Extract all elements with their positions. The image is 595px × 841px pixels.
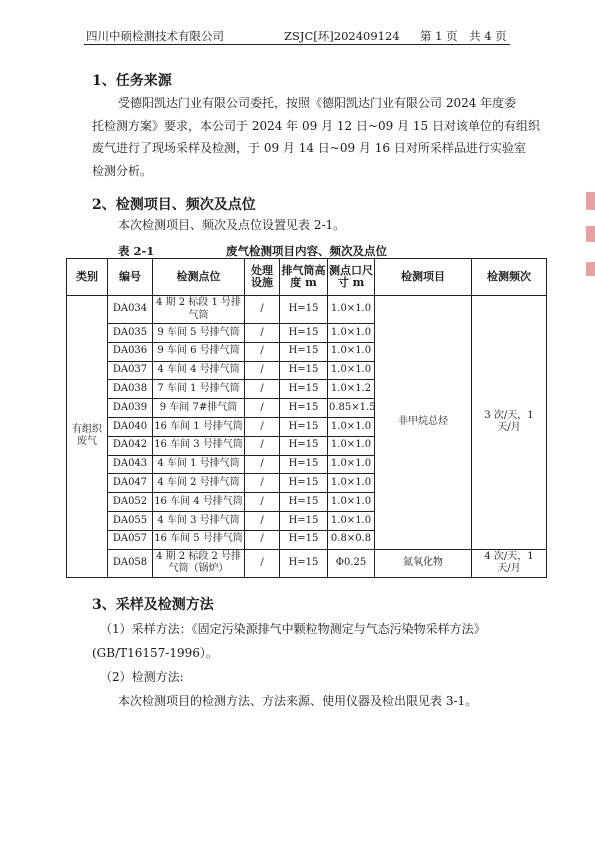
code-cell: DA040 — [108, 417, 153, 436]
point-cell: 9 车间 6 号排气筒 — [153, 342, 245, 361]
height-cell: H=15 — [280, 511, 328, 530]
size-cell: 1.0×1.0 — [328, 436, 375, 455]
section-1-line: 托检测方案》要求，本公司于 2024 年 09 月 12 日~09 月 15 日对该单位的有组织 — [92, 118, 541, 133]
height-cell: H=15 — [280, 361, 328, 380]
height-cell: H=15 — [280, 455, 328, 474]
table-row — [67, 549, 547, 577]
facility-cell: / — [245, 417, 280, 436]
point-cell: 7 车间 1 号排气筒 — [153, 380, 245, 399]
col-point: 检测点位 — [153, 259, 245, 296]
size-cell: 0.8×0.8 — [328, 530, 375, 549]
section-3-line: （1）采样方法：《固定污染源排气中颗粒物测定与气态污染物采样方法》 — [100, 622, 486, 636]
freq-cell: 4 次/天，1 天/月 — [472, 549, 547, 577]
col-facility: 处理设施 — [245, 259, 280, 296]
header-page-number: 第 1 页 共 4 页 — [420, 29, 507, 43]
section-1-line: 检测分析。 — [92, 163, 153, 178]
col-item: 检测项目 — [375, 259, 472, 296]
size-cell: 1.0×1.0 — [328, 511, 375, 530]
height-cell: H=15 — [280, 493, 328, 512]
section-1-line: 受德阳凯达门业有限公司委托，按照《德阳凯达门业有限公司 2024 年度委 — [118, 96, 517, 110]
facility-cell: / — [245, 474, 280, 493]
col-category: 类别 — [67, 259, 108, 296]
code-cell: DA047 — [108, 474, 153, 493]
section-2-title: 2、检测项目、频次及点位 — [92, 197, 256, 213]
facility-cell: / — [245, 342, 280, 361]
size-cell: 1.0×1.2 — [328, 380, 375, 399]
section-3-line: （2）检测方法: — [100, 670, 184, 684]
table-row — [67, 296, 547, 324]
item-cell: 氮氧化物 — [375, 549, 472, 577]
code-cell: DA039 — [108, 399, 153, 418]
size-cell: 1.0×1.0 — [328, 324, 375, 343]
size-cell: 1.0×1.0 — [328, 474, 375, 493]
height-cell: H=15 — [280, 417, 328, 436]
sampling-points-table — [66, 258, 547, 578]
code-cell: DA042 — [108, 436, 153, 455]
size-cell: 1.0×1.0 — [328, 342, 375, 361]
code-cell: DA035 — [108, 324, 153, 343]
page-header — [84, 26, 510, 45]
section-1-line: 废气进行了现场采样及检测，于 09 月 14 日~09 月 16 日对所采样品进行实验室 — [92, 141, 526, 155]
height-cell: H=15 — [280, 342, 328, 361]
height-cell: H=15 — [280, 436, 328, 455]
table-header-row — [67, 259, 547, 296]
code-cell: DA057 — [108, 530, 153, 549]
size-cell: 1.0×1.0 — [328, 455, 375, 474]
size-cell: 1.0×1.0 — [328, 296, 375, 324]
facility-cell: / — [245, 361, 280, 380]
height-cell: H=15 — [280, 399, 328, 418]
point-cell: 16 车间 4 号排气筒 — [153, 493, 245, 512]
code-cell: DA043 — [108, 455, 153, 474]
section-3-title: 3、采样及检测方法 — [92, 597, 214, 613]
point-cell: 16 车间 3 号排气筒 — [153, 436, 245, 455]
col-frequency: 检测频次 — [472, 259, 547, 296]
size-cell: 1.0×1.0 — [328, 417, 375, 436]
point-cell: 16 车间 1 号排气筒 — [153, 417, 245, 436]
header-company: 四川中硕检测技术有限公司 — [86, 29, 224, 43]
section-2-intro: 本次检测项目、频次及点位设置见表 2-1。 — [118, 218, 346, 232]
col-code: 编号 — [108, 259, 153, 296]
code-cell: DA055 — [108, 511, 153, 530]
size-cell: 1.0×1.0 — [328, 493, 375, 512]
table-title: 废气检测项目内容、频次及点位 — [226, 244, 387, 258]
facility-cell: / — [245, 296, 280, 324]
frequency-cell: 3 次/天，1 天/月 — [472, 296, 547, 550]
code-cell: DA034 — [108, 296, 153, 324]
facility-cell: / — [245, 324, 280, 343]
facility-cell: / — [245, 493, 280, 512]
point-cell: 9 车间 7#排气筒 — [153, 399, 245, 418]
seal-fragment — [586, 192, 595, 210]
facility-cell: / — [245, 436, 280, 455]
code-cell: DA052 — [108, 493, 153, 512]
facility-cell: / — [245, 511, 280, 530]
height-cell: H=15 — [280, 324, 328, 343]
col-height: 排气筒高度 m — [280, 259, 328, 296]
point-cell: 4 车间 4 号排气筒 — [153, 361, 245, 380]
facility-cell: / — [245, 549, 280, 577]
height-cell: H=15 — [280, 474, 328, 493]
height-cell: H=15 — [280, 530, 328, 549]
facility-cell: / — [245, 530, 280, 549]
code-cell: DA036 — [108, 342, 153, 361]
height-cell: H=15 — [280, 549, 328, 577]
code-cell: DA058 — [108, 549, 153, 577]
point-cell: 4 期 2 标段 2 号排气筒（锅炉） — [153, 549, 245, 577]
col-size: 测点口尺寸 m — [328, 259, 375, 296]
size-cell: Φ0.25 — [328, 549, 375, 577]
point-cell: 4 期 2 标段 1 号排气筒 — [153, 296, 245, 324]
section-3-line: 本次检测项目的检测方法、方法来源、使用仪器及检出限见表 3-1。 — [118, 694, 478, 708]
point-cell: 9 车间 5 号排气筒 — [153, 324, 245, 343]
size-cell: 0.85×1.5 — [328, 399, 375, 418]
height-cell: H=15 — [280, 380, 328, 399]
seal-fragment — [586, 262, 595, 276]
header-report-number: ZSJC[环]202409124 — [284, 29, 400, 43]
code-cell: DA038 — [108, 380, 153, 399]
item-cell: 非甲烷总烃 — [375, 296, 472, 550]
point-cell: 16 车间 5 号排气筒 — [153, 530, 245, 549]
table-label: 表 2-1 — [118, 244, 155, 258]
point-cell: 4 车间 3 号排气筒 — [153, 511, 245, 530]
size-cell: 1.0×1.0 — [328, 361, 375, 380]
category-cell: 有组织废气 — [67, 296, 108, 578]
seal-fragment — [586, 226, 595, 242]
facility-cell: / — [245, 399, 280, 418]
facility-cell: / — [245, 380, 280, 399]
section-1-title: 1、任务来源 — [92, 73, 172, 89]
section-3-line: (GB/T16157-1996）。 — [92, 646, 218, 660]
point-cell: 4 车间 1 号排气筒 — [153, 455, 245, 474]
point-cell: 4 车间 2 号排气筒 — [153, 474, 245, 493]
facility-cell: / — [245, 455, 280, 474]
code-cell: DA037 — [108, 361, 153, 380]
height-cell: H=15 — [280, 296, 328, 324]
